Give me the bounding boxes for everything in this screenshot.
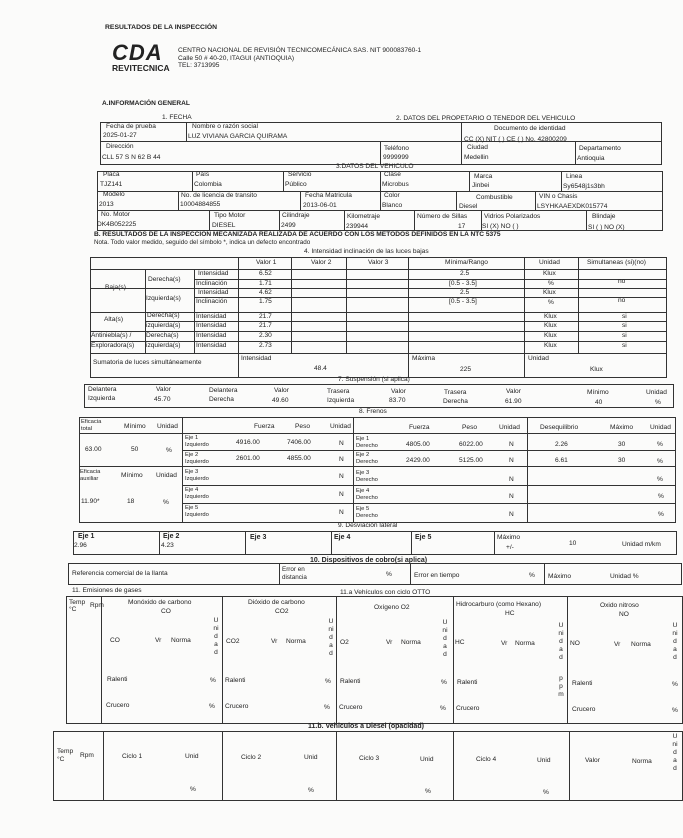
susp-dd-label: Delantera <box>209 387 238 394</box>
brake-ea-unit: % <box>163 499 169 506</box>
brake-p4: % <box>658 493 664 500</box>
brake-e2i-f: 2601.00 <box>236 455 260 462</box>
departamento: Antioquia <box>577 155 605 162</box>
em-crucero-4: Crucero <box>456 705 480 712</box>
em-ralenti-5: Ralenti <box>572 680 593 687</box>
telefono-label: Teléfono <box>384 145 409 152</box>
lights-u1: Klux <box>543 270 556 277</box>
brake-eficacia-total-label: Eficacia total <box>81 419 102 432</box>
motor: DK4B052225 <box>97 221 137 228</box>
lights-s6: si <box>622 322 627 329</box>
em-ralenti-pct-5: % <box>672 681 678 688</box>
lights-r4-val: 1.75 <box>259 298 272 305</box>
susp-di-label: Delantera <box>88 386 117 393</box>
em-co2-vr: Vr <box>271 638 278 645</box>
brake-e5d-label: Eje 5 Derecho <box>356 506 378 519</box>
lights-r6-type: Intensidad <box>196 322 227 329</box>
brake-e2i-label: Eje 2 Izquierdo <box>185 452 209 465</box>
em-crucero-1: Crucero <box>106 702 130 709</box>
placa: TJZ141 <box>100 181 123 188</box>
vin-label: VIN o Chasis <box>539 193 578 200</box>
dev-max-label: Máximo <box>497 534 521 541</box>
lights-u2: % <box>548 280 554 287</box>
lights-m3: 2.5 <box>460 289 470 296</box>
lights-antiniebla: Antiniebla(s) / <box>91 332 132 339</box>
vin: LSYHKAAEXDK015774 <box>537 203 608 210</box>
servicio: Público <box>285 181 307 188</box>
center-address: Calle 50 # 40-20, ITAGUI (ANTIOQUIA) <box>178 55 295 62</box>
dev-pm: +/- <box>506 544 514 551</box>
lights-m4: [0.5 - 3.5] <box>449 298 477 305</box>
susp-td-label: Trasera <box>444 389 467 396</box>
brake-d2: 6.61 <box>555 457 568 464</box>
em-crucero-2: Crucero <box>225 703 249 710</box>
em-no-norma: Norma <box>631 641 651 648</box>
brake-e1i-p: 7406.00 <box>287 439 311 446</box>
center-name: CENTRO NACIONAL DE REVISIÓN TECNICOMECÁNICA SAS. NIT 900083760-1 <box>178 47 422 54</box>
fecha-section: 1. FECHA <box>162 114 192 121</box>
blindaje-label: Blindaje <box>592 213 616 220</box>
results-note: Nota. Todo valor medido, seguido del símbolo *, indica un defecto encontrado <box>94 239 311 246</box>
em-co2-sym: CO2 <box>275 608 289 615</box>
lights-r7-val: 2.30 <box>259 332 272 339</box>
susp-dd-val: 49.60 <box>272 397 289 404</box>
taxi-max-label: Máximo <box>548 573 572 580</box>
lights-h-unidad: Unidad <box>539 259 560 266</box>
vehicle-section: 3.DATOS DEL VEHICULO <box>336 163 414 170</box>
brake-e4i-n: N <box>339 491 344 498</box>
brake-e4d-label: Eje 4 Derecho <box>356 488 378 501</box>
lights-sum-max-label: Máxima <box>412 355 436 362</box>
em-ralenti-pct-3: % <box>441 679 447 686</box>
emissions-table <box>66 596 683 724</box>
brake-e1i-label: Eje 1 Izquierdo <box>185 435 209 448</box>
lights-anti-der: Derecha(s) <box>146 332 179 339</box>
susp-di-valor-label: Valor <box>156 386 171 393</box>
susp-ti-label: Trasera <box>327 388 350 395</box>
em-crucero-pct-5: % <box>672 707 678 714</box>
lights-u6: Klux <box>544 322 557 329</box>
em-hc-vr: Vr <box>501 640 508 647</box>
brake-peso-label-l: Peso <box>295 423 311 430</box>
susp-unit: % <box>655 399 661 406</box>
lights-r3-type: Intensidad <box>198 289 229 296</box>
lights-s1: no <box>618 278 626 285</box>
dev-unit: Unidad m/km <box>622 541 661 548</box>
lights-derecha: Derecha(s) <box>148 276 181 283</box>
brake-e5i-label: Eje 5 Izquierdo <box>185 505 209 518</box>
diesel-c3: Ciclo 3 <box>359 755 380 762</box>
brake-unidad-label-l: Unidad <box>330 423 351 430</box>
brake-e2d-label: Eje 2 Derecho <box>356 452 378 465</box>
suspension-table <box>84 384 674 408</box>
lights-r2-val: 1.71 <box>259 280 272 287</box>
diesel-c1: Ciclo 1 <box>122 753 143 760</box>
brake-fuerza-label-r: Fuerza <box>409 424 430 431</box>
em-o2-unidad: Unidad <box>442 619 448 658</box>
em-co-sym: CO <box>161 608 171 615</box>
lights-r8-val: 2.73 <box>259 342 272 349</box>
nombre-label: Nombre o razón social <box>192 123 258 130</box>
cilindraje: 2499 <box>281 222 296 229</box>
diesel-unid-4: Unid <box>537 757 551 764</box>
brake-e3i-n: N <box>339 473 344 480</box>
lights-izquierda: Izquierda(s) <box>146 295 181 302</box>
brake-unidad-label: Unidad <box>157 423 178 430</box>
report-title: RESULTADOS DE LA INSPECCIÓN <box>105 24 218 31</box>
tipo-motor-label: Tipo Motor <box>214 212 246 219</box>
em-ralenti-pct-1: % <box>210 677 216 684</box>
dev-eje4-label: Eje 4 <box>334 534 351 541</box>
licencia: 10004884855 <box>180 201 221 208</box>
diesel-pct-1: % <box>190 786 196 793</box>
em-no-row: NO <box>570 640 580 647</box>
diesel-unid-3: Unid <box>420 756 434 763</box>
lights-r6-val: 21.7 <box>259 322 272 329</box>
lights-section: 4. Intensidad inclinación de las luces bajas <box>304 248 429 255</box>
brake-unidad-label-max: Unidad <box>650 424 671 431</box>
matricula-label: Fecha Matricula <box>305 192 352 199</box>
lights-r1-val: 6.52 <box>259 270 272 277</box>
brake-ea-unit-label: Unidad <box>156 472 177 479</box>
sillas-label: Número de Sillas <box>417 213 468 220</box>
lights-u4: % <box>548 299 554 306</box>
logo-subtitle: REVITECNICA <box>112 63 170 73</box>
lights-h-simult: Simultaneas (si)(no) <box>587 259 646 266</box>
licencia-label: No. de licencia de transito <box>181 192 257 199</box>
documento-label: Documento de identidad <box>494 125 566 132</box>
brake-e5d-n: N <box>509 511 514 518</box>
em-o2-norma: Norma <box>401 639 421 646</box>
diesel-valor: Valor <box>585 757 600 764</box>
em-co2-unidad: Unidad <box>328 618 334 657</box>
brake-min-label: Mínimo <box>124 423 146 430</box>
diesel-unid-2: Unid <box>304 754 318 761</box>
brake-ea-min: 18 <box>127 498 135 505</box>
linea: Sy6548j1s3bh <box>563 183 605 190</box>
em-co-norma: Norma <box>171 637 191 644</box>
diesel-unid-1: Unid <box>185 753 199 760</box>
vidrios: SI (X) NO ( ) <box>482 223 519 230</box>
lights-s5: si <box>622 313 627 320</box>
lights-alta-der: Derecha(s) <box>147 312 180 319</box>
em-o2-row: O2 <box>340 639 349 646</box>
cda-logo <box>112 42 170 73</box>
lights-alta-izq: izquierda(s) <box>146 322 181 329</box>
nombre: LUZ VIVIANA GARCIA QUIRAMA <box>188 133 288 140</box>
results-title: B. RESULTADOS DE LA INSPECCION MECANIZADA REALIZADA DE ACUERDO CON LOS METODOS DEFINIDOS EN LA NTC 5375 <box>94 231 501 238</box>
em-co2-title: Dióxido de carbono <box>248 599 305 606</box>
em-crucero-pct-3: % <box>440 705 446 712</box>
susp-dd-sub: Derecha <box>209 396 234 403</box>
lights-sum-unit: Klux <box>590 366 603 373</box>
susp-td-sub: Derecha <box>443 398 468 405</box>
brakes-section: 8. Frenos <box>359 408 387 415</box>
taxi-unit: Unidad % <box>610 573 639 580</box>
em-co-vr: Vr <box>155 637 162 644</box>
diesel-pct-2: % <box>308 787 314 794</box>
em-crucero-pct-1: % <box>209 703 215 710</box>
brake-e4i-label: Eje 4 Izquierdo <box>185 487 209 500</box>
brake-e4d-n: N <box>509 493 514 500</box>
lights-baja: Baja(s) <box>105 284 126 291</box>
ciudad: Medellin <box>464 154 489 161</box>
combustible: Diesel <box>459 203 478 210</box>
modelo: 2013 <box>99 201 114 208</box>
em-temp: Temp °C <box>69 599 86 613</box>
lights-s7: si <box>622 332 627 339</box>
color-label: Color <box>384 192 400 199</box>
lights-sum-max: 225 <box>460 366 472 373</box>
suspension-section: 7. Suspensión (si aplica) <box>338 376 410 383</box>
taximeter-section: 10. Dispositivos de cobro(si aplica) <box>310 557 428 564</box>
em-co-unidad: Unidad <box>213 617 219 656</box>
em-crucero-pct-2: % <box>324 704 330 711</box>
motor-label: No. Motor <box>101 211 130 218</box>
susp-ti-val: 83.70 <box>389 397 406 404</box>
brake-deseq-label: Desequilibrio <box>540 424 579 431</box>
departamento-label: Departamento <box>579 145 621 152</box>
matricula: 2013-06-01 <box>303 202 337 209</box>
brake-peso-label-r: Peso <box>462 424 478 431</box>
diesel-c4: Ciclo 4 <box>476 756 497 763</box>
em-co2-row: CO2 <box>226 638 240 645</box>
susp-td-valor-label: Valor <box>506 388 521 395</box>
susp-di-sub: Izquierda <box>88 395 116 402</box>
deviation-section: 9. Desviación lateral <box>338 522 398 529</box>
dev-eje1-val: 2.96 <box>74 542 87 549</box>
em-ralenti-3: Ralenti <box>340 678 361 685</box>
kilometraje: 239944 <box>346 223 369 230</box>
lights-r5-type: Intensidad <box>196 313 227 320</box>
brake-p1: % <box>657 441 663 448</box>
vidrios-label: Vidrios Polarizados <box>484 213 541 220</box>
brake-m2: 30 <box>618 457 626 464</box>
brake-e2d-n: N <box>509 457 514 464</box>
brake-e1i-n: N <box>339 440 344 447</box>
diesel-table <box>53 731 683 801</box>
brake-et-min: 50 <box>131 446 139 453</box>
susp-min: 40 <box>595 399 603 406</box>
dev-eje1-label: Eje 1 <box>78 533 95 540</box>
dev-eje3-label: Eje 3 <box>250 534 267 541</box>
brake-e1i-f: 4916.00 <box>236 439 260 446</box>
brake-d1: 2.26 <box>555 441 568 448</box>
emissions-otto: 11.a Vehículos con ciclo OTTO <box>340 589 431 596</box>
sillas: 17 <box>458 223 466 230</box>
brake-e5i-n: N <box>339 509 344 516</box>
lights-u5: Klux <box>544 313 557 320</box>
brake-unidad-label-r: Unidad <box>499 424 520 431</box>
susp-min-label: Mínimo <box>587 389 609 396</box>
pais-label: País <box>196 171 210 178</box>
dev-eje2-label: Eje 2 <box>163 533 180 540</box>
diesel-section: 11.b. Vehiculos a Diesel (opacidad) <box>308 723 424 730</box>
diesel-rpm: Rpm <box>80 752 94 759</box>
dev-max-val: 10 <box>569 540 577 547</box>
section-general-info: A.INFORMACIÓN GENERAL <box>102 100 190 107</box>
lights-h-valor3: Valor 3 <box>368 259 389 266</box>
em-rpm: Rpm <box>90 602 104 609</box>
brake-maximo-label: Máximo <box>610 424 634 431</box>
diesel-pct-3: % <box>425 788 431 795</box>
em-hc-row: HC <box>455 639 465 646</box>
marca-label: Marca <box>474 173 493 180</box>
lights-r4-type: Inclinación <box>196 298 228 305</box>
brake-e2i-p: 4855.00 <box>287 455 311 462</box>
taxi-err-dist: Error en distancia <box>282 566 307 581</box>
em-hc-norma: Norma <box>515 640 535 647</box>
brake-e2i-n: N <box>339 456 344 463</box>
brake-e2d-p: 5125.00 <box>459 457 483 464</box>
lights-s8: si <box>622 342 627 349</box>
lights-r5-val: 21.7 <box>259 313 272 320</box>
em-ppm: ppm <box>558 675 564 698</box>
em-co-row: CO <box>110 637 120 644</box>
fecha-prueba-label: Fecha de prueba <box>106 123 156 130</box>
lights-sum-int-label: Intensidad <box>241 355 272 362</box>
em-ralenti-4: Ralenti <box>457 679 478 686</box>
lights-sum-label: Sumatoria de luces simultáneamente <box>93 359 202 366</box>
brake-e1d-label: Eje 1 Derecho <box>356 436 378 449</box>
linea-label: Linea <box>566 173 583 180</box>
lights-exploradora: Exploradora(s) <box>91 342 135 349</box>
color: Blanco <box>382 202 403 209</box>
center-phone: TEL: 3713995 <box>178 62 220 69</box>
susp-ti-sub: Izquierda <box>327 397 355 404</box>
susp-di-val: 45.70 <box>154 396 171 403</box>
brake-e1d-n: N <box>509 441 514 448</box>
diesel-temp: Temp °C <box>57 748 74 763</box>
lights-r7-type: Intensidad <box>196 332 227 339</box>
lights-u7: Klux <box>544 332 557 339</box>
lights-m1: 2.5 <box>460 270 470 277</box>
susp-td-val: 61.90 <box>505 398 522 405</box>
em-hc-unidad: Unidad <box>558 622 564 661</box>
direccion-label: Dirección <box>106 143 134 150</box>
lights-r1-type: Intensidad <box>198 270 229 277</box>
lights-r3-val: 4.62 <box>259 289 272 296</box>
marca: Jinbei <box>472 182 490 189</box>
tipo-motor: DIESEL <box>212 222 236 229</box>
brake-ea-val: 11.90* <box>81 498 100 505</box>
lights-alta: Alta(s) <box>104 316 124 323</box>
brake-e3d-label: Eje 3 Derecho <box>356 470 378 483</box>
brake-p2: % <box>657 458 663 465</box>
susp-ti-valor-label: Valor <box>391 388 406 395</box>
diesel-unidad-v: Unidad <box>672 733 678 772</box>
lights-anti-izq: izquierda(s) <box>146 342 181 349</box>
lights-h-valor1: Valor 1 <box>256 259 277 266</box>
direccion: CLL 57 S N 62 B 44 <box>102 154 161 161</box>
em-no-sym: NO <box>619 611 629 618</box>
lights-m2: [0.5 - 3.5] <box>449 280 477 287</box>
em-hc-title: Hidrocarburo (como Hexano) <box>456 601 542 608</box>
diesel-norma: Norma <box>632 758 652 765</box>
dev-eje2-val: 4.23 <box>161 542 174 549</box>
susp-dd-valor-label: Valor <box>274 387 289 394</box>
em-crucero-3: Crucero <box>339 704 363 711</box>
em-o2-vr: Vr <box>386 639 393 646</box>
em-no-vr: Vr <box>614 641 621 648</box>
em-ralenti-pct-2: % <box>325 678 331 685</box>
brake-e1d-f: 4805.00 <box>406 441 430 448</box>
taxi-err-time-pct: % <box>529 572 535 579</box>
brake-et-unit: % <box>166 447 172 454</box>
em-no-title: Oxido nitroso <box>600 602 639 609</box>
em-co2-norma: Norma <box>286 638 306 645</box>
ciudad-label: Ciudad <box>467 144 488 151</box>
clase: Microbus <box>382 181 409 188</box>
em-o2-title: Oxígeno O2 <box>374 604 410 611</box>
em-hc-sym: HC <box>505 610 515 617</box>
brake-p3: % <box>657 476 663 483</box>
lights-u8: Klux <box>544 342 557 349</box>
brake-fuerza-label-l: Fuerza <box>254 423 275 430</box>
brake-eficacia-aux-label: Eficacia auxiliar <box>80 469 101 482</box>
kilometraje-label: Kilometraje <box>347 213 380 220</box>
brake-et-val: 63.00 <box>85 446 102 453</box>
taxi-ref: Referencia comercial de la llanta <box>72 570 168 577</box>
telefono: 9999999 <box>383 154 409 161</box>
brake-m1: 30 <box>618 441 626 448</box>
brake-e2d-f: 2429.00 <box>406 457 430 464</box>
pais: Colombia <box>194 181 222 188</box>
susp-unit-label: Unidad <box>646 389 667 396</box>
em-no-unidad: Unidad <box>672 622 678 661</box>
cilindraje-label: Cilindraje <box>282 212 310 219</box>
brake-p5: % <box>658 511 664 518</box>
diesel-pct-4: % <box>543 789 549 796</box>
lights-r8-type: Intensidad <box>196 342 227 349</box>
blindaje: SI ( ) NO (X) <box>588 224 625 231</box>
diesel-c2: Ciclo 2 <box>241 754 262 761</box>
em-co-title: Monóxido de carbono <box>128 599 192 606</box>
taxi-err-dist-pct: % <box>386 571 392 578</box>
dev-eje5-label: Eje 5 <box>415 534 432 541</box>
servicio-label: Servicio <box>288 171 312 178</box>
documento: CC (X) NIT ( ) CE ( ) No. 42800209 <box>464 136 567 143</box>
em-crucero-5: Crucero <box>572 706 596 713</box>
taxi-err-time: Error en tiempo <box>414 572 460 579</box>
lights-h-minmax: Mínima/Rango <box>445 259 488 266</box>
lights-h-valor2: Valor 2 <box>311 259 332 266</box>
lights-sum-int: 48.4 <box>314 365 327 372</box>
owner-section: 2. DATOS DEL PROPETARIO O TENEDOR DEL VEHICULO <box>396 115 576 122</box>
lights-sum-unit-label: Unidad <box>528 355 549 362</box>
placa-label: Placa <box>103 171 120 178</box>
clase-label: Clase <box>384 171 401 178</box>
brake-e1d-p: 6022.00 <box>459 441 483 448</box>
lights-r2-type: Inclinación <box>196 280 228 287</box>
fecha-prueba: 2025-01-27 <box>103 132 137 139</box>
brake-e3i-label: Eje 3 Izquierdo <box>185 469 209 482</box>
combustible-label: Combustible <box>476 194 513 201</box>
logo-text: CDA <box>112 40 163 65</box>
brake-e3d-n: N <box>509 476 514 483</box>
em-ralenti-1: Ralenti <box>107 676 128 683</box>
brake-ea-min-label: Mínimo <box>121 472 143 479</box>
lights-u3: Klux <box>543 289 556 296</box>
lights-s2: no <box>618 297 626 304</box>
emissions-section: 11. Emisiones de gases <box>72 587 142 594</box>
modelo-label: Modelo <box>103 191 125 198</box>
em-ralenti-2: Ralenti <box>225 677 246 684</box>
